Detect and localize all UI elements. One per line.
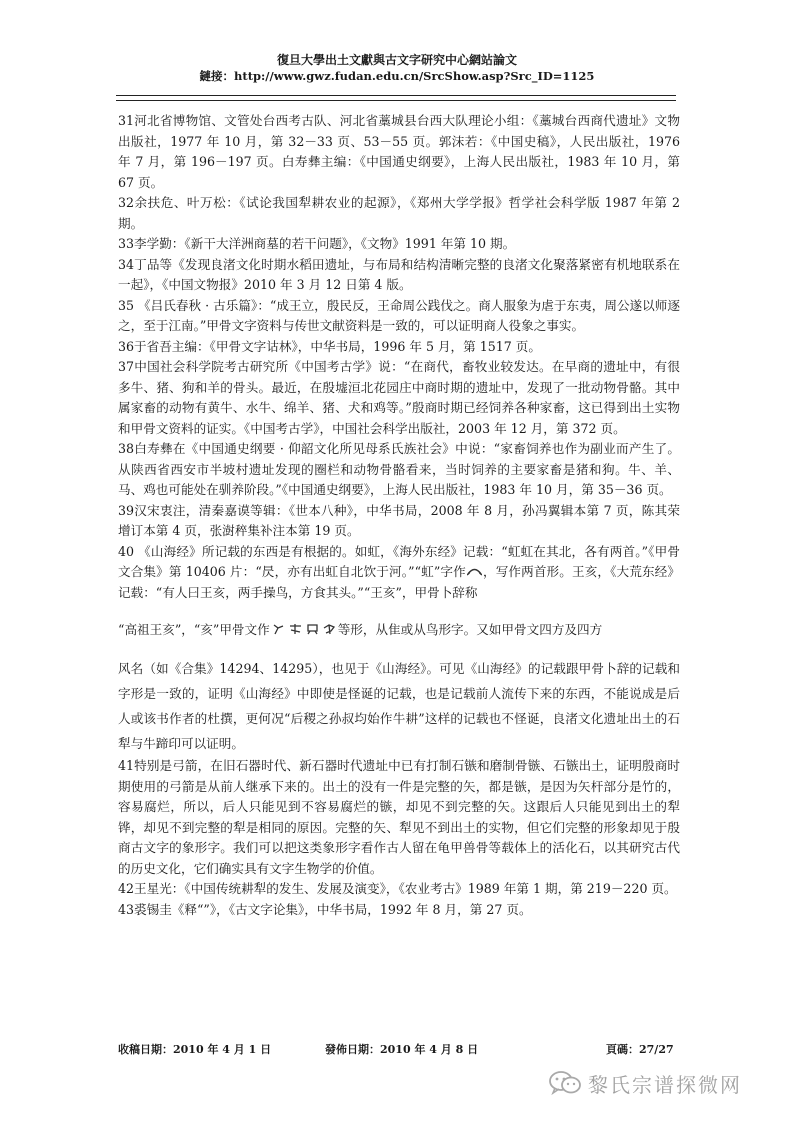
published-date: 發佈日期：2010 年 4 月 8 日 [325,1043,479,1056]
footnote-40-part-b: ，写作两首形。王亥，《大荒东经》记载：“有人曰王亥，两手操鸟，方食其头。”“王亥”，甲骨卜辞称 [118,564,680,600]
footnote-43: 43裘锡圭《释“”》，《古文字论集》，中华书局，1992 年 8 月，第 27 页。 [118,901,532,917]
footnote-36: 36于省吾主编：《甲骨文字诂林》，中华书局，1996 年 5 月，第 1517 页。 [118,338,541,354]
footnote-38: 38白寿彝在《中国通史纲要 · 仰韶文化所见母系氏族社会》中说：“家畜饲养也作为副业而产生了。从陕西省西安市半坡村遗址发现的圈栏和动物骨骼看来，当时饲养的主要家畜是猪和狗。牛、羊、马、鸡也可能处在驯养阶段。”《中国通史纲要》，上海人民出版社，1983 年 10 月，第 35－36 页。 [118,441,680,497]
footnote-32: 32余扶危、叶万松：《试论我国犁耕农业的起源》，《郑州大学学报》哲学社会科学版 1987 年第 2 期。 [118,195,680,231]
watermark [548,1068,742,1098]
wechat-icon [548,1070,582,1096]
footnote-31: 31河北省博物馆、文管处台西考古队、河北省藁城县台西大队理论小组：《藁城台西商代遗址》文物出版社，1977 年 10 月，第 32－33 页、53－55 页。郭沫若：《中国史稿》，人民出版社，1976 年 7 月，第 196－197 页。白寿彝主编：《中国通史纲要》，上海人民出版社，1983 年 10 月，第 67 页。 [118,113,680,190]
watermark-text: 黎氏宗谱探微网 [588,1072,742,1097]
site-title: 復旦大學出土文獻與古文字研究中心網站論文 [276,53,517,67]
footnote-42: 42王星光：《中国传统耕犁的发生、发展及演变》，《农业考古》1989 年第 1 期，第 219－220 页。 [118,881,677,896]
footnote-40-continued [118,617,680,642]
header-divider-top [116,95,676,96]
oracle-bone-hai-glyph-4 [322,623,337,635]
footnote-33: 33李学勤：《新干大洋洲商墓的若干问题》，《文物》1991 年第 10 期。 [118,236,516,251]
footnote-40-tail: 风名（如《合集》14294、14295），也见于《山海经》。可见《山海经》的记载跟甲骨卜辞的记载和字形是一致的，证明《山海经》中即使是怪诞的记载，也是记载前人流传下来的东西，不能说成是后人或该书作者的杜撰，更何况“后稷之孙叔均始作牛耕”这样的记载也不怪诞，良渚文化遗址出土的石犁与牛蹄印可以证明。 [118,661,680,751]
source-link[interactable]: 鏈接：http://www.gwz.fudan.edu.cn/SrcShow.asp?Src_ID=1125 [199,69,595,83]
footnote-37: 37中国社会科学院考古研究所《中国考古学》说：“在商代，畜牧业较发达。在早商的遗址中，有很多牛、猪、狗和羊的骨头。最近，在殷墟洹北花园庄中商时期的遗址中，发现了一批动物骨骼。其中属家畜的动物有黄牛、水牛、绵羊、猪、犬和鸡等。”殷商时期已经饲养各种家畜，这已得到出土实物和甲骨文资料的证实。《中国考古学》，中国社会科学出版社，2003 年 12 月，第 372 页。 [118,359,680,436]
footnote-40-part-c: “高祖王亥”，“亥”甲骨文作 [118,622,270,637]
footnote-40-part-a: 40 《山海经》所记载的东西是有根据的。如虹，《海外东经》记载：“虹虹在其北，各有两首。”《甲骨文合集》第 10406 片：“昃，亦有出虹自北饮于河。”“虹”字作 [118,543,680,579]
oracle-bone-hai-glyph-1 [271,623,286,635]
footnotes [118,111,680,920]
received-date: 收稿日期：2010 年 4 月 1 日 [118,1043,272,1056]
footnote-35: 35 《吕氏春秋 · 古乐篇》：“成王立，殷民反，王命周公践伐之。商人服象为虐于东夷，周公遂以师逐之，至于江南。”甲骨文字资料与传世文献资料是一致的，可以证明商人役象之事实。 [118,297,680,333]
header-divider-bottom [116,100,676,101]
footnote-40-part-d: 等形，从隹或从鸟形字。又如甲骨文四方及四方 [337,622,603,637]
footnote-34: 34丁品等《发现良渚文化时期水稻田遗址，与布局和结构清晰完整的良渚文化聚落紧密有机地联系在一起》，《中国文物报》2010 年 3 月 12 日第 4 版。 [118,256,680,292]
oracle-bone-rainbow-glyph [467,565,482,577]
footnote-40 [118,542,680,604]
page-number: 頁碼：27/27 [606,1043,674,1056]
page-footer [118,1041,678,1057]
oracle-bone-hai-glyph-2 [288,623,303,635]
page-header [0,52,794,84]
footnote-41: 41特别是弓箭，在旧石器时代、新石器时代遗址中已有打制石镞和磨制骨镞、石镞出土，证明殷商时期使用的弓箭是从前人继承下来的。出土的没有一件是完整的矢，都是镞，是因为矢杆部分是竹的，容易腐烂，所以，后人只能见到不容易腐烂的镞，却见不到完整的矢。这跟后人只能见到出土的犁铧，却见不到完整的犁是相同的原因。完整的矢、犁见不到出土的实物，但它们完整的形象却见于殷商古文字的象形字。我们可以把这类象形字看作古人留在龟甲兽骨等载体上的活化石，以其研究古代的历史文化，它们确实具有文字生物学的价值。 [118,758,680,876]
footnote-39: 39汉宋衷注，清秦嘉谟等辑：《世本八种》，中华书局，2008 年 8 月，孙冯翼辑本第 7 页，陈其荣增订本第 4 页，张澍稡集补注本第 19 页。 [118,502,680,538]
oracle-bone-hai-glyph-3 [305,623,320,635]
